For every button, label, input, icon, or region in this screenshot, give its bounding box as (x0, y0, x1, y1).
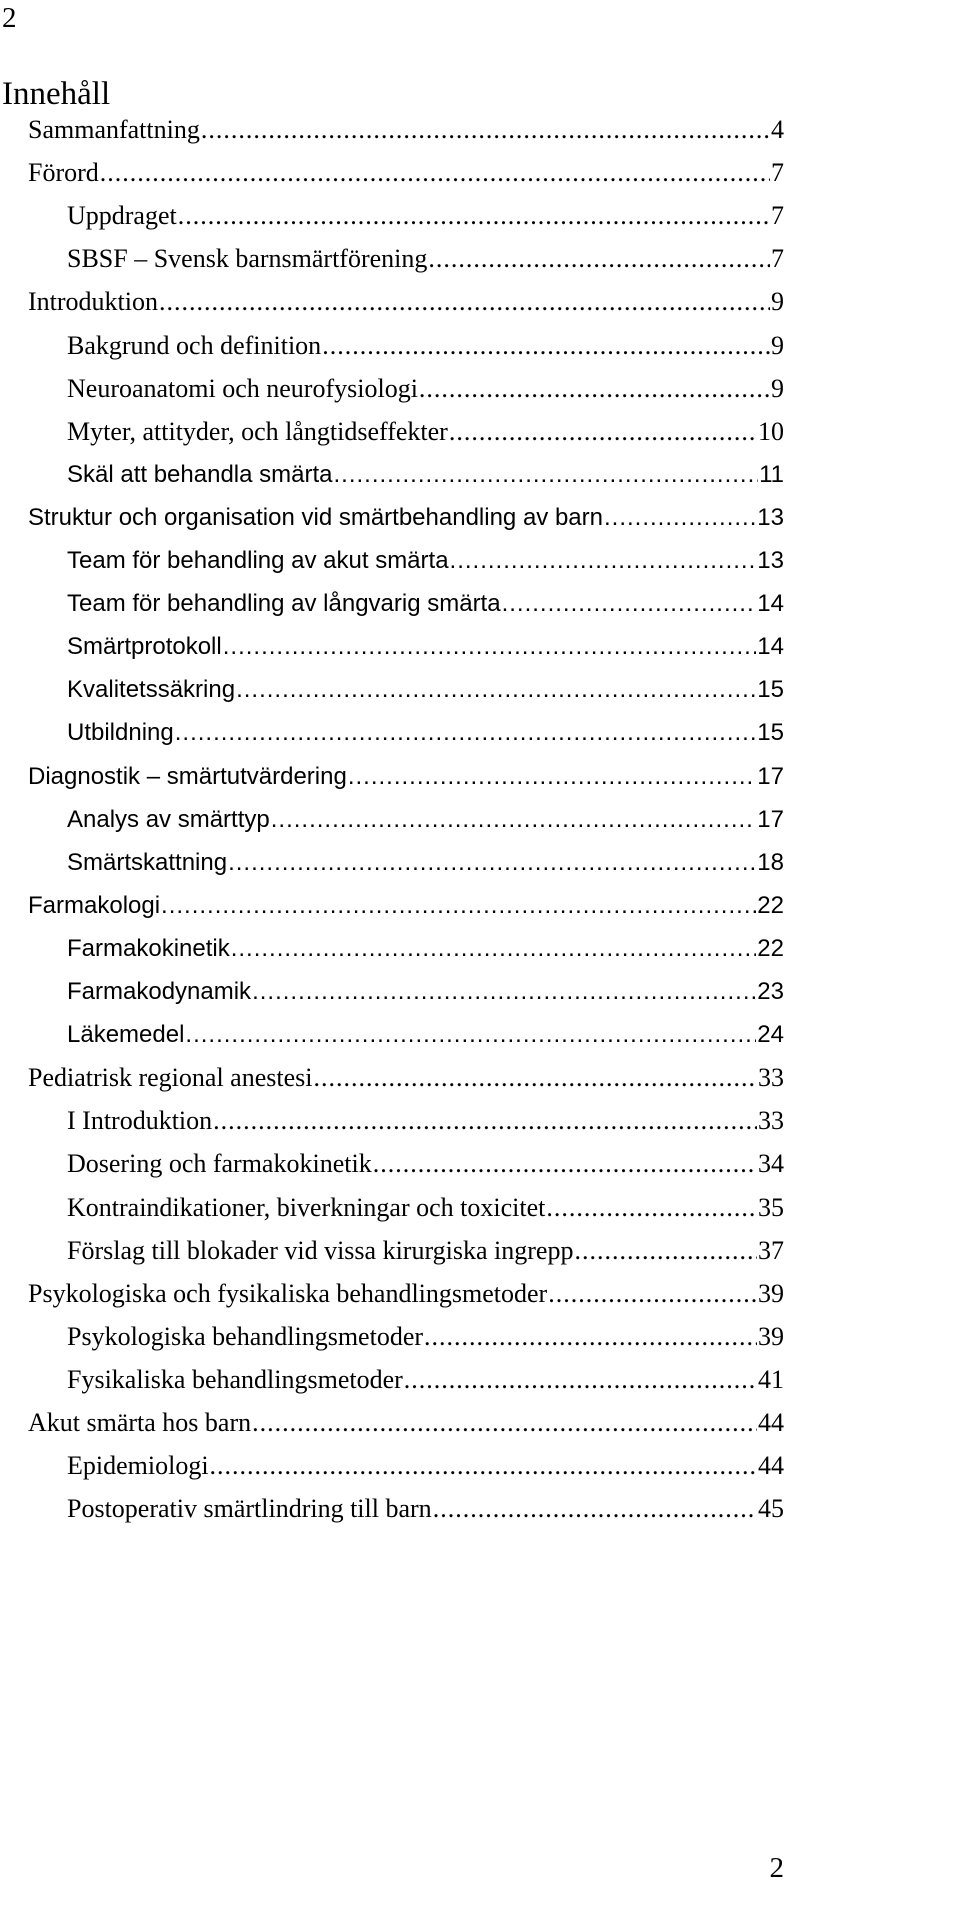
toc-entry-title: SBSF – Svensk barnsmärtförening (67, 244, 428, 274)
toc-entry-title: I Introduktion (67, 1106, 213, 1136)
toc-dot-leader (334, 455, 759, 495)
toc-dot-leader (252, 1403, 757, 1443)
toc-dot-leader (450, 541, 757, 581)
toc-entry-page-number: 44 (758, 1451, 784, 1481)
toc-dot-leader (373, 1144, 757, 1184)
toc-entry-page-number: 9 (771, 330, 784, 360)
toc-entry[interactable] (28, 1403, 784, 1443)
toc-entry[interactable] (67, 541, 784, 581)
toc-entry[interactable] (67, 1317, 784, 1357)
toc-entry-title: Sammanfattning (28, 115, 200, 144)
toc-entry-title: Introduktion (28, 287, 158, 317)
toc-entry[interactable] (67, 326, 784, 366)
toc-dot-leader (449, 412, 757, 452)
toc-entry-title: Skäl att behandla smärta (67, 460, 333, 488)
toc-entry[interactable] (67, 1489, 784, 1529)
toc-entry-title: Psykologiska behandlingsmetoder (67, 1321, 424, 1351)
toc-entry[interactable] (67, 369, 784, 409)
toc-dot-leader (223, 627, 757, 667)
toc-entry[interactable] (67, 800, 784, 840)
toc-entry[interactable] (67, 1231, 784, 1271)
toc-entry-page-number: 17 (757, 762, 784, 790)
toc-entry-page-number: 39 (758, 1278, 784, 1308)
toc-entry[interactable] (67, 972, 784, 1012)
toc-entry-title: Team för behandling av långvarig smärta (67, 590, 501, 618)
toc-entry-page-number: 45 (758, 1494, 784, 1524)
toc-dot-leader (419, 369, 770, 409)
toc-dot-leader (313, 1058, 757, 1098)
toc-entry-title: Struktur och organisation vid smärtbehandling av barn (28, 503, 603, 531)
toc-dot-leader (604, 498, 756, 538)
toc-entry[interactable] (67, 1101, 784, 1141)
toc-entry-title: Myter, attityder, och långtidseffekter (67, 416, 448, 446)
toc-entry[interactable] (67, 627, 784, 667)
toc-entry-title: Epidemiologi (67, 1451, 209, 1481)
toc-entry[interactable] (67, 455, 784, 495)
toc-entry[interactable] (67, 1360, 784, 1400)
toc-entry[interactable] (67, 843, 784, 883)
toc-entry-page-number: 9 (771, 373, 784, 403)
toc-entry-title: Diagnostik – smärtutvärdering (28, 762, 347, 790)
toc-entry[interactable] (67, 196, 784, 236)
toc-entry[interactable] (67, 929, 784, 969)
toc-entry-title: Dosering och farmakokinetik (67, 1149, 372, 1179)
toc-dot-leader (161, 886, 756, 926)
toc-entry-title: Psykologiska och fysikaliska behandlingsmetoder (28, 1278, 548, 1308)
toc-entry[interactable] (67, 584, 784, 624)
toc-entry-title: Fysikaliska behandlingsmetoder (67, 1364, 403, 1394)
toc-entry-page-number: 35 (758, 1192, 784, 1222)
toc-entry[interactable] (67, 1446, 784, 1486)
toc-entry-page-number: 4 (771, 115, 784, 144)
toc-entry-title: Förslag till blokader vid vissa kirurgiska ingrepp (67, 1235, 574, 1265)
toc-dot-leader (236, 670, 756, 710)
toc-dot-leader (178, 196, 770, 236)
toc-entry-page-number: 24 (757, 1021, 784, 1049)
toc-dot-leader (271, 800, 757, 840)
toc-dot-leader (252, 972, 756, 1012)
toc-entry-page-number: 15 (757, 719, 784, 747)
toc-entry-page-number: 34 (758, 1149, 784, 1179)
toc-entry-page-number: 13 (757, 503, 784, 531)
toc-entry-page-number: 22 (757, 891, 784, 919)
toc-dot-leader (424, 1317, 757, 1357)
toc-dot-leader (548, 1274, 757, 1314)
toc-dot-leader (433, 1489, 757, 1529)
toc-entry-page-number: 10 (758, 416, 784, 446)
toc-entry-page-number: 7 (771, 244, 784, 274)
toc-entry-title: Farmakologi (28, 891, 161, 919)
toc-entry-page-number: 17 (757, 805, 784, 833)
toc-entry-page-number: 33 (758, 1106, 784, 1136)
toc-dot-leader (210, 1446, 757, 1486)
toc-entry[interactable] (67, 670, 784, 710)
toc-entry[interactable] (67, 713, 784, 753)
toc-entry[interactable] (67, 1144, 784, 1184)
toc-dot-leader (502, 584, 757, 624)
toc-entry-title: Farmakodynamik (67, 978, 252, 1005)
toc-entry-title: Kvalitetssäkring (67, 676, 236, 704)
toc-dot-leader (574, 1231, 757, 1271)
toc-entry-title: Akut smärta hos barn (28, 1408, 252, 1437)
toc-entry-page-number: 37 (758, 1235, 784, 1265)
toc-entry-title: Farmakokinetik (67, 934, 230, 962)
toc-entry[interactable] (28, 1274, 784, 1314)
toc-entry-page-number: 41 (758, 1364, 784, 1394)
toc-dot-leader (404, 1360, 757, 1400)
toc-entry-title: Läkemedel (67, 1021, 185, 1049)
toc-dot-leader (185, 1015, 756, 1055)
toc-entry-title: Smärtskattning (67, 848, 228, 876)
toc-entry-title: Pediatrisk regional anestesi (28, 1063, 313, 1093)
toc-dot-leader (201, 110, 770, 150)
toc-dot-leader (213, 1101, 757, 1141)
toc-entry[interactable] (28, 153, 784, 193)
toc-entry-page-number: 44 (758, 1408, 784, 1437)
toc-entry-page-number: 23 (757, 978, 784, 1005)
toc-entry[interactable] (67, 1188, 784, 1228)
toc-entry-title: Kontraindikationer, biverkningar och toxicitet (67, 1192, 546, 1222)
toc-entry-title: Bakgrund och definition (67, 330, 322, 360)
toc-entry[interactable] (28, 498, 784, 538)
toc-entry-page-number: 39 (758, 1321, 784, 1351)
toc-entry-page-number: 7 (771, 201, 784, 231)
toc-entry-title: Förord (28, 158, 99, 188)
toc-entry-page-number: 7 (771, 158, 784, 188)
footer-page-number: 2 (769, 1852, 784, 1884)
toc-entry-title: Postoperativ smärtlindring till barn (67, 1494, 432, 1524)
toc-entry[interactable] (67, 412, 784, 452)
toc-entry-title: Uppdraget (67, 201, 177, 231)
toc-dot-leader (348, 757, 756, 797)
toc-entry-page-number: 11 (759, 460, 784, 488)
toc-entry-title: Neuroanatomi och neurofysiologi (67, 373, 418, 403)
toc-entry-title: Analys av smärttyp (67, 805, 270, 833)
toc-entry-page-number: 13 (757, 547, 784, 574)
toc-dot-leader (228, 843, 756, 883)
toc-dot-leader (546, 1188, 757, 1228)
toc-entry-page-number: 22 (757, 934, 784, 962)
toc-entry[interactable] (28, 886, 784, 926)
toc-entry[interactable] (28, 757, 784, 797)
toc-entry-page-number: 14 (757, 633, 784, 661)
toc-entry-title: Team för behandling av akut smärta (67, 547, 449, 574)
toc-entry-page-number: 33 (758, 1063, 784, 1093)
toc-entry[interactable] (67, 1015, 784, 1055)
toc-title: Innehåll (2, 76, 111, 112)
toc-entry-page-number: 9 (771, 287, 784, 317)
toc-dot-leader (100, 153, 770, 193)
toc-entry-title: Utbildning (67, 719, 174, 747)
toc-entry-title: Smärtprotokoll (67, 633, 222, 661)
toc-entry[interactable] (28, 1058, 784, 1098)
toc-entry-page-number: 18 (757, 848, 784, 876)
toc-entry[interactable] (67, 239, 784, 279)
toc-entry[interactable] (28, 110, 784, 150)
toc-entry[interactable] (28, 282, 784, 322)
header-page-number: 2 (2, 2, 17, 34)
toc-entry-page-number: 14 (757, 590, 784, 618)
toc-dot-leader (175, 713, 757, 753)
toc-dot-leader (428, 239, 770, 279)
toc-dot-leader (322, 326, 770, 366)
toc-entry-page-number: 15 (757, 676, 784, 704)
toc-dot-leader (231, 929, 757, 969)
toc-dot-leader (159, 282, 770, 322)
